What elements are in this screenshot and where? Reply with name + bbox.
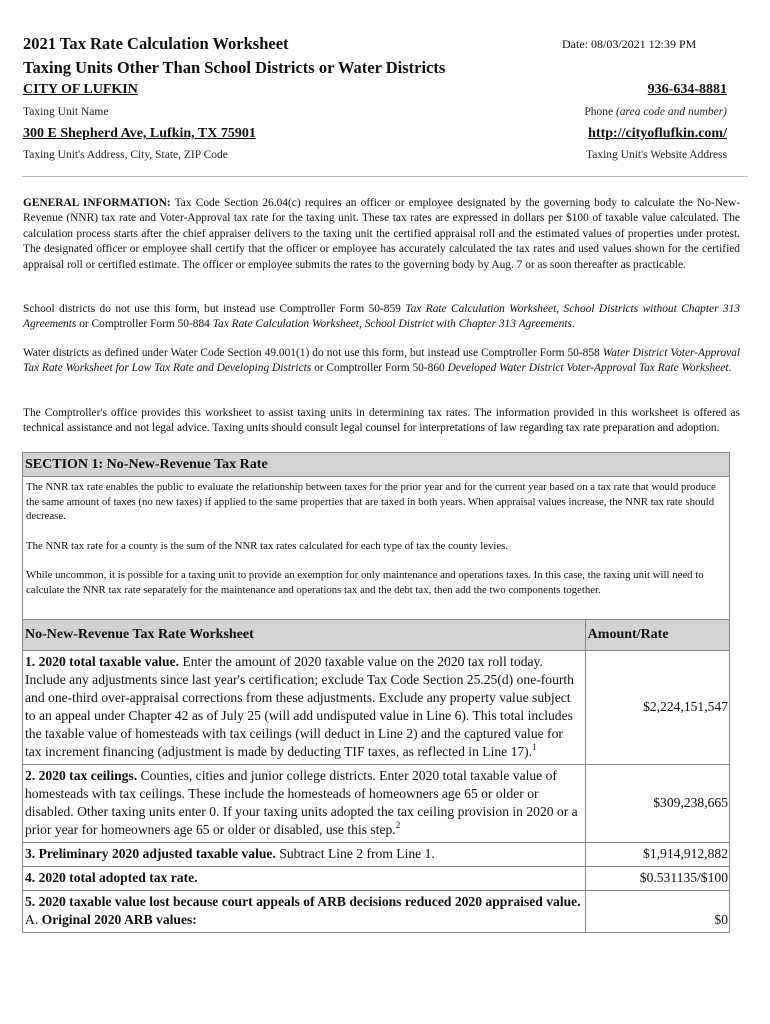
date-stamp: Date: 08/03/2021 12:39 PM — [562, 37, 697, 51]
column-header-amount: Amount/Rate — [585, 620, 729, 651]
website-link[interactable]: http://cityoflufkin.com/ — [588, 126, 727, 141]
line-4-description: 4. 2020 total adopted tax rate. — [23, 867, 586, 891]
line-5-description: 5. 2020 taxable value lost because court appeals of ARB decisions reduced 2020 appraised value. A. Original 2020 ARB values: — [23, 891, 586, 933]
line-2-amount: $309,238,665 — [585, 765, 729, 843]
comptroller-paragraph: The Comptroller's office provides this worksheet to assist taxing units in determining tax rates. The information provided in this worksheet is offered as technical assistance and not legal advice. Taxing units should consult legal counsel for interpretations of law regarding tax rate preparation and adoption. — [23, 407, 740, 435]
section-1-description — [22, 477, 730, 619]
phone-caption: Phone (area code and number) — [584, 106, 727, 118]
section-1-heading: SECTION 1: No-New-Revenue Tax Rate — [22, 452, 730, 477]
line-3-amount: $1,914,912,882 — [585, 843, 729, 867]
table-row-line-3 — [23, 843, 730, 867]
table-row-line-2 — [23, 765, 730, 843]
website-caption: Taxing Unit's Website Address — [586, 149, 727, 161]
table-header-row — [23, 620, 730, 651]
section-1-paragraph: The NNR tax rate enables the public to evaluate the relationship between taxes for the prior year and for the current year based on a tax rate that would produce the same amount of taxes (no new taxes) if applied to the same properties that are taxed in both years. When appraisal values increase, the NNR tax rate should decrease. — [26, 481, 716, 523]
table-row-line-1 — [23, 651, 730, 765]
page-subtitle: Taxing Units Other Than School Districts or Water Districts — [23, 58, 446, 77]
line-3-description: 3. Preliminary 2020 adjusted taxable value. Subtract Line 2 from Line 1. — [23, 843, 586, 867]
school-districts-paragraph: School districts do not use this form, but instead use Comptroller Form 50-859 Tax Rate Calculation Worksheet, School Districts without Chapter 313 Agreements or Comptroller Form 50-884 Tax Rate Calculation Worksheet, School District with Chapter 313 Agreements. — [23, 303, 740, 331]
table-row-line-4 — [23, 867, 730, 891]
general-information-paragraph: GENERAL INFORMATION: Tax Code Section 26.04(c) requires an officer or employee designated by the governing body to calculate the No-New-Revenue (NNR) tax rate and Voter-Approval tax rate for the taxing unit. These tax rates are expressed in dollars per $100 of taxable value calculated. The calculation process starts after the chief appraiser delivers to the taxing unit the certified appraisal roll and the estimated values of properties under protest. The designated officer or employee shall certify that the officer or employee has accurately calculated the tax rates and used values shown for the certified appraisal roll or certified estimate. The officer or employee submits the rates to the governing body by Aug. 7 or as soon thereafter as practicable. — [23, 197, 740, 271]
line-4-amount: $0.531135/$100 — [585, 867, 729, 891]
header-divider — [22, 176, 748, 177]
section-1-paragraph: While uncommon, it is possible for a taxing unit to provide an exemption for only maintenance and operations taxes. In this case, the taxing unit will need to calculate the NNR tax rate separately for the maintenance and operations tax and the debt tax, then add the two components together. — [26, 569, 704, 596]
section-1-paragraph: The NNR tax rate for a county is the sum of the NNR tax rates calculated for each type of tax the county levies. — [26, 539, 509, 552]
taxing-unit-address: 300 E Shepherd Ave, Lufkin, TX 75901 — [23, 126, 256, 141]
column-header-description: No-New-Revenue Tax Rate Worksheet — [23, 620, 586, 651]
phone-number: 936-634-8881 — [647, 82, 727, 97]
line-1-amount: $2,224,151,547 — [585, 651, 729, 765]
page-title: 2021 Tax Rate Calculation Worksheet — [23, 34, 289, 53]
address-caption: Taxing Unit's Address, City, State, ZIP Code — [23, 149, 228, 161]
nnr-worksheet-table — [22, 619, 730, 933]
table-row-line-5 — [23, 891, 730, 933]
line-2-description: 2. 2020 tax ceilings. Counties, cities and junior college districts. Enter 2020 total taxable value of homesteads with tax ceilings. These include the homesteads of homeowners age 65 or older or disabled. Other taxing units enter 0. If your taxing units adopted the tax ceiling provision in 2020 or a prior year for homeowners age 65 or older or disabled, use this step.$^2$ — [23, 765, 586, 843]
line-5a-amount: $0 — [585, 891, 729, 933]
line-1-description: 1. 2020 total taxable value. Enter the amount of 2020 taxable value on the 2020 tax roll today. Include any adjustments since last year's certification; exclude Tax Code Section 25.25(d) one-fourth and one-third over-appraisal corrections from these adjustments. Exclude any property value subject to an appeal under Chapter 42 as of July 25 (will add undisputed value in Line 6). This total includes the taxable value of homesteads with tax ceilings (will deduct in Line 2) and the captured value for tax increment financing (adjustment is made by deducting TIF taxes, as reflected in Line 17).$^1$ — [23, 651, 586, 765]
taxing-unit-name-caption: Taxing Unit Name — [23, 106, 109, 118]
water-districts-paragraph: Water districts as defined under Water Code Section 49.001(1) do not use this form, but instead use Comptroller Form 50-858 Water District Voter-Approval Tax Rate Worksheet for Low Tax Rate and Developing Districts or Comptroller Form 50-860 Developed Water District Voter-Approval Tax Rate Worksheet. — [23, 347, 740, 375]
taxing-unit-name: CITY OF LUFKIN — [23, 82, 138, 97]
